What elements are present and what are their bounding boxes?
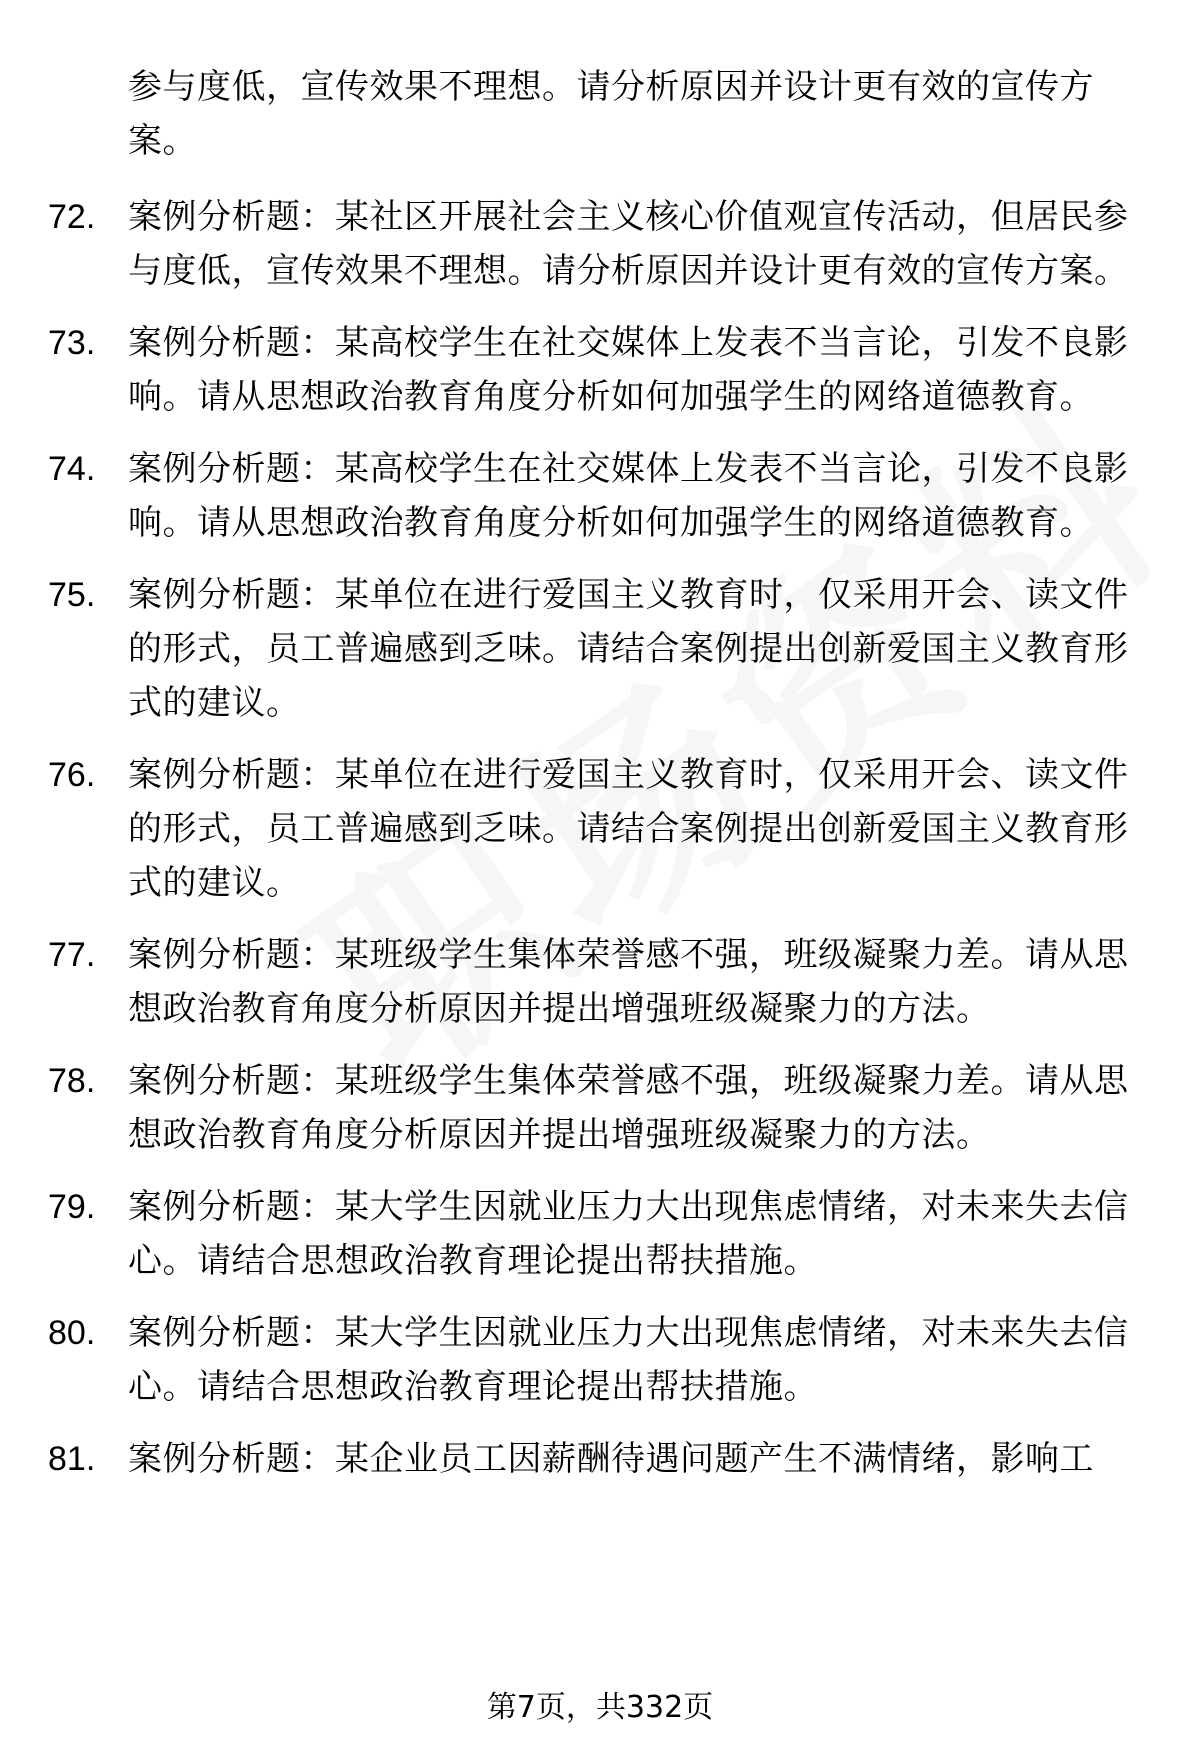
- question-number: 81.: [48, 1440, 96, 1478]
- question-text: 案例分析题：某单位在进行爱国主义教育时，仅采用开会、读文件的形式，员工普遍感到乏味。请结合案例提出创新爱国主义教育形式的建议。: [128, 575, 1129, 723]
- question-item: [0, 190, 1200, 298]
- question-number: 79.: [48, 1188, 96, 1226]
- question-item: [0, 316, 1200, 424]
- question-item: [0, 1180, 1200, 1288]
- question-item: [0, 568, 1200, 730]
- question-list: [0, 190, 1200, 1504]
- question-item: [0, 1054, 1200, 1162]
- question-text: 案例分析题：某社区开展社会主义核心价值观宣传活动，但居民参与度低，宣传效果不理想。请分析原因并设计更有效的宣传方案。: [128, 197, 1129, 291]
- question-item: [0, 442, 1200, 550]
- question-text: 案例分析题：某高校学生在社交媒体上发表不当言论，引发不良影响。请从思想政治教育角度分析如何加强学生的网络道德教育。: [128, 449, 1129, 543]
- question-text: 案例分析题：某企业员工因薪酬待遇问题产生不满情绪，影响工: [128, 1439, 1094, 1479]
- question-number: 78.: [48, 1062, 96, 1100]
- question-text: 案例分析题：某单位在进行爱国主义教育时，仅采用开会、读文件的形式，员工普遍感到乏味。请结合案例提出创新爱国主义教育形式的建议。: [128, 755, 1129, 903]
- question-item: [0, 1306, 1200, 1414]
- question-text: 案例分析题：某大学生因就业压力大出现焦虑情绪，对未来失去信心。请结合思想政治教育理论提出帮扶措施。: [128, 1187, 1129, 1281]
- question-number: 73.: [48, 324, 96, 362]
- question-number: 80.: [48, 1314, 96, 1352]
- question-item: [0, 748, 1200, 910]
- question-number: 77.: [48, 936, 96, 974]
- question-number: 74.: [48, 450, 96, 488]
- question-number: 75.: [48, 576, 96, 614]
- question-number: 72.: [48, 198, 96, 236]
- page-footer: 第7页，共332页: [486, 1690, 714, 1725]
- question-text: 案例分析题：某高校学生在社交媒体上发表不当言论，引发不良影响。请从思想政治教育角度分析如何加强学生的网络道德教育。: [128, 323, 1129, 417]
- continuation-text: 参与度低，宣传效果不理想。请分析原因并设计更有效的宣传方案。: [128, 67, 1094, 161]
- question-text: 案例分析题：某班级学生集体荣誉感不强，班级凝聚力差。请从思想政治教育角度分析原因并提出增强班级凝聚力的方法。: [128, 1061, 1129, 1155]
- question-text: 案例分析题：某大学生因就业压力大出现焦虑情绪，对未来失去信心。请结合思想政治教育理论提出帮扶措施。: [128, 1313, 1129, 1407]
- question-number: 76.: [48, 756, 96, 794]
- question-item: [0, 928, 1200, 1036]
- question-item: [0, 1432, 1200, 1486]
- question-text: 案例分析题：某班级学生集体荣誉感不强，班级凝聚力差。请从思想政治教育角度分析原因并提出增强班级凝聚力的方法。: [128, 935, 1129, 1029]
